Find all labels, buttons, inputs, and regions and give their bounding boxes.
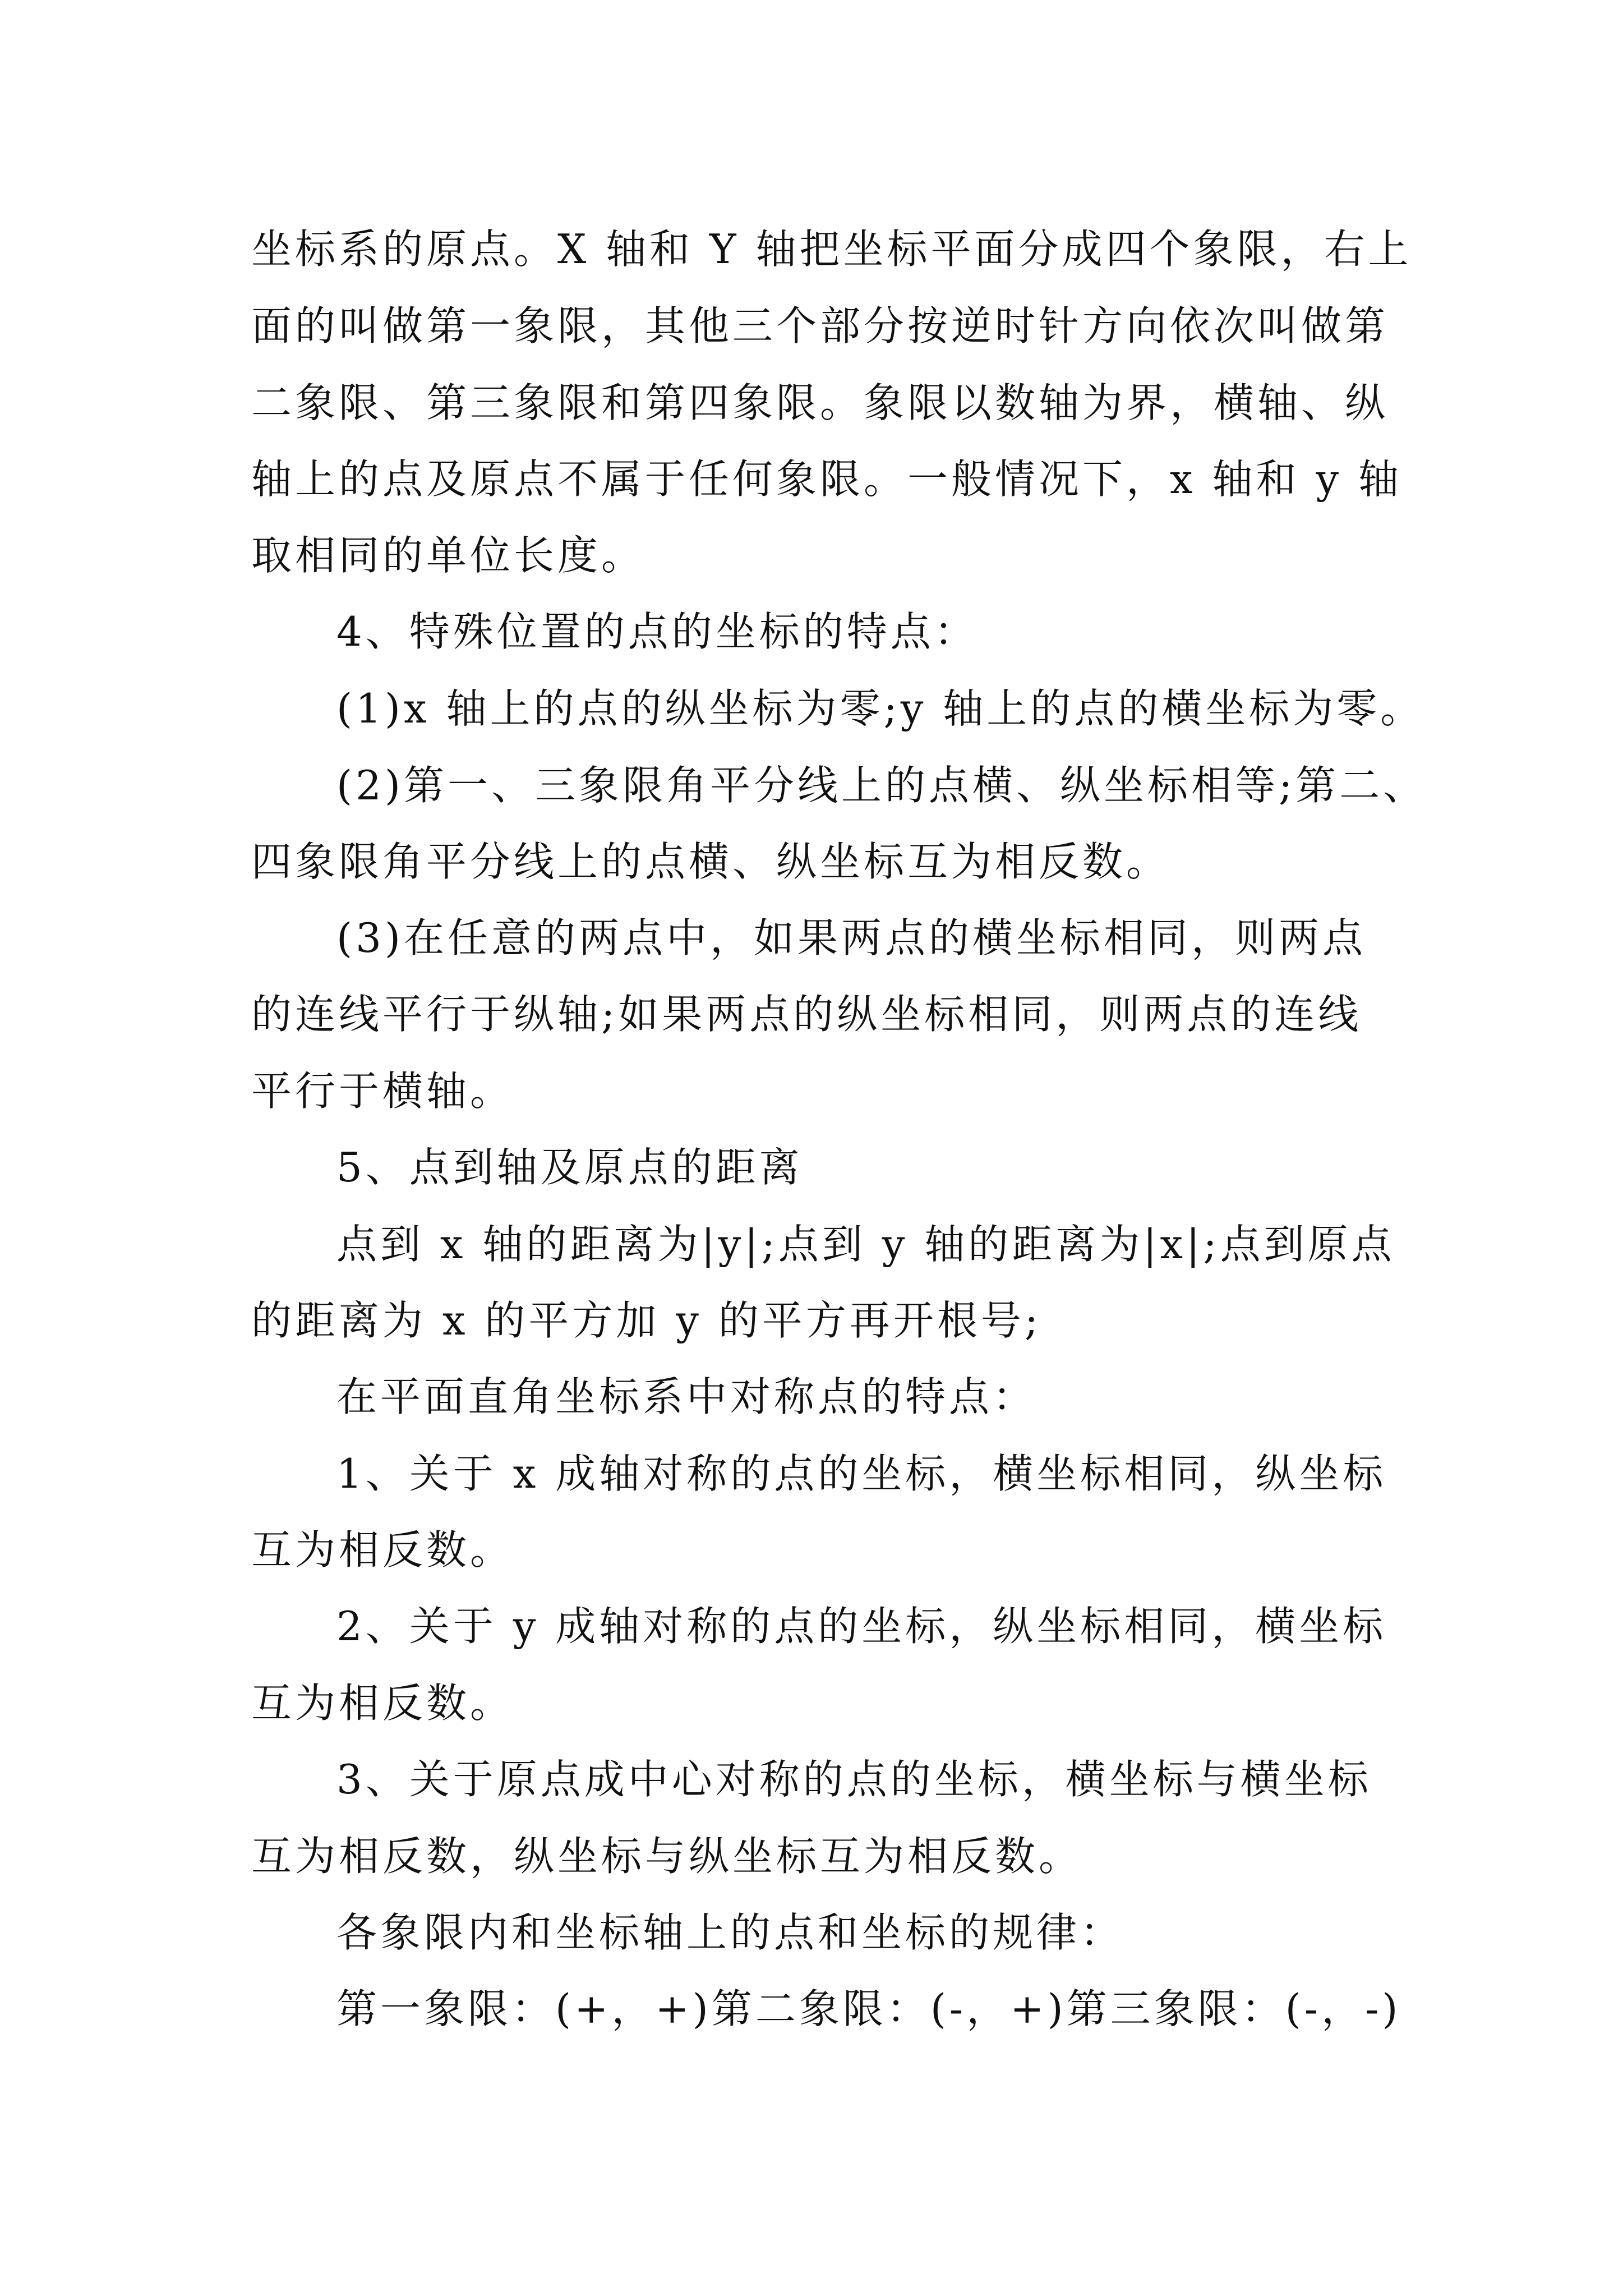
section-heading: 在平面直角坐标系中对称点的特点： <box>336 1373 1037 1420</box>
section-heading: 5、点到轴及原点的距离 <box>336 1144 803 1191</box>
text-line: 的距离为 x 的平方加 y 的平方再开根号; <box>251 1297 1042 1344</box>
text-line: 二象限、第三象限和第四象限。象限以数轴为界，横轴、纵 <box>251 379 1389 426</box>
section-heading: 4、特殊位置的点的坐标的特点： <box>336 608 978 655</box>
text-line: 平行于横轴。 <box>251 1068 514 1115</box>
section-heading: 各象限内和坐标轴上的点和坐标的规律： <box>336 1909 1124 1956</box>
text-line: 坐标系的原点。X 轴和 Y 轴把坐标平面分成四个象限，右上 <box>251 226 1412 273</box>
text-line: (2)第一、三象限角平分线上的点横、纵坐标相等;第二、 <box>336 762 1427 809</box>
text-line: 取相同的单位长度。 <box>251 532 645 579</box>
text-line: 四象限角平分线上的点横、纵坐标互为相反数。 <box>251 838 1170 885</box>
text-line: 1、关于 x 成轴对称的点的坐标，横坐标相同，纵坐标 <box>336 1450 1387 1497</box>
text-line: (1)x 轴上的点的纵坐标为零;y 轴上的点的横坐标为零。 <box>336 685 1424 732</box>
text-line: 轴上的点及原点不属于任何象限。一般情况下，x 轴和 y 轴 <box>251 455 1402 503</box>
text-line: 互为相反数，纵坐标与纵坐标互为相反数。 <box>251 1833 1083 1880</box>
text-line: 2、关于 y 成轴对称的点的坐标，纵坐标相同，横坐标 <box>336 1603 1387 1650</box>
text-line: (3)在任意的两点中，如果两点的横坐标相同，则两点 <box>336 914 1366 961</box>
text-line: 第一象限：(+，+)第二象限：(-，+)第三象限：(-，-) <box>336 1985 1401 2032</box>
text-line: 的连线平行于纵轴;如果两点的纵坐标相同，则两点的连线 <box>251 991 1362 1038</box>
text-line: 点到 x 轴的距离为|y|;点到 y 轴的距离为|x|;点到原点 <box>336 1221 1395 1268</box>
text-line: 面的叫做第一象限，其他三个部分按逆时针方向依次叫做第 <box>251 302 1389 349</box>
text-line: 互为相反数。 <box>251 1526 514 1573</box>
text-line: 3、关于原点成中心对称的点的坐标，横坐标与横坐标 <box>336 1756 1372 1803</box>
text-line: 互为相反数。 <box>251 1680 514 1727</box>
